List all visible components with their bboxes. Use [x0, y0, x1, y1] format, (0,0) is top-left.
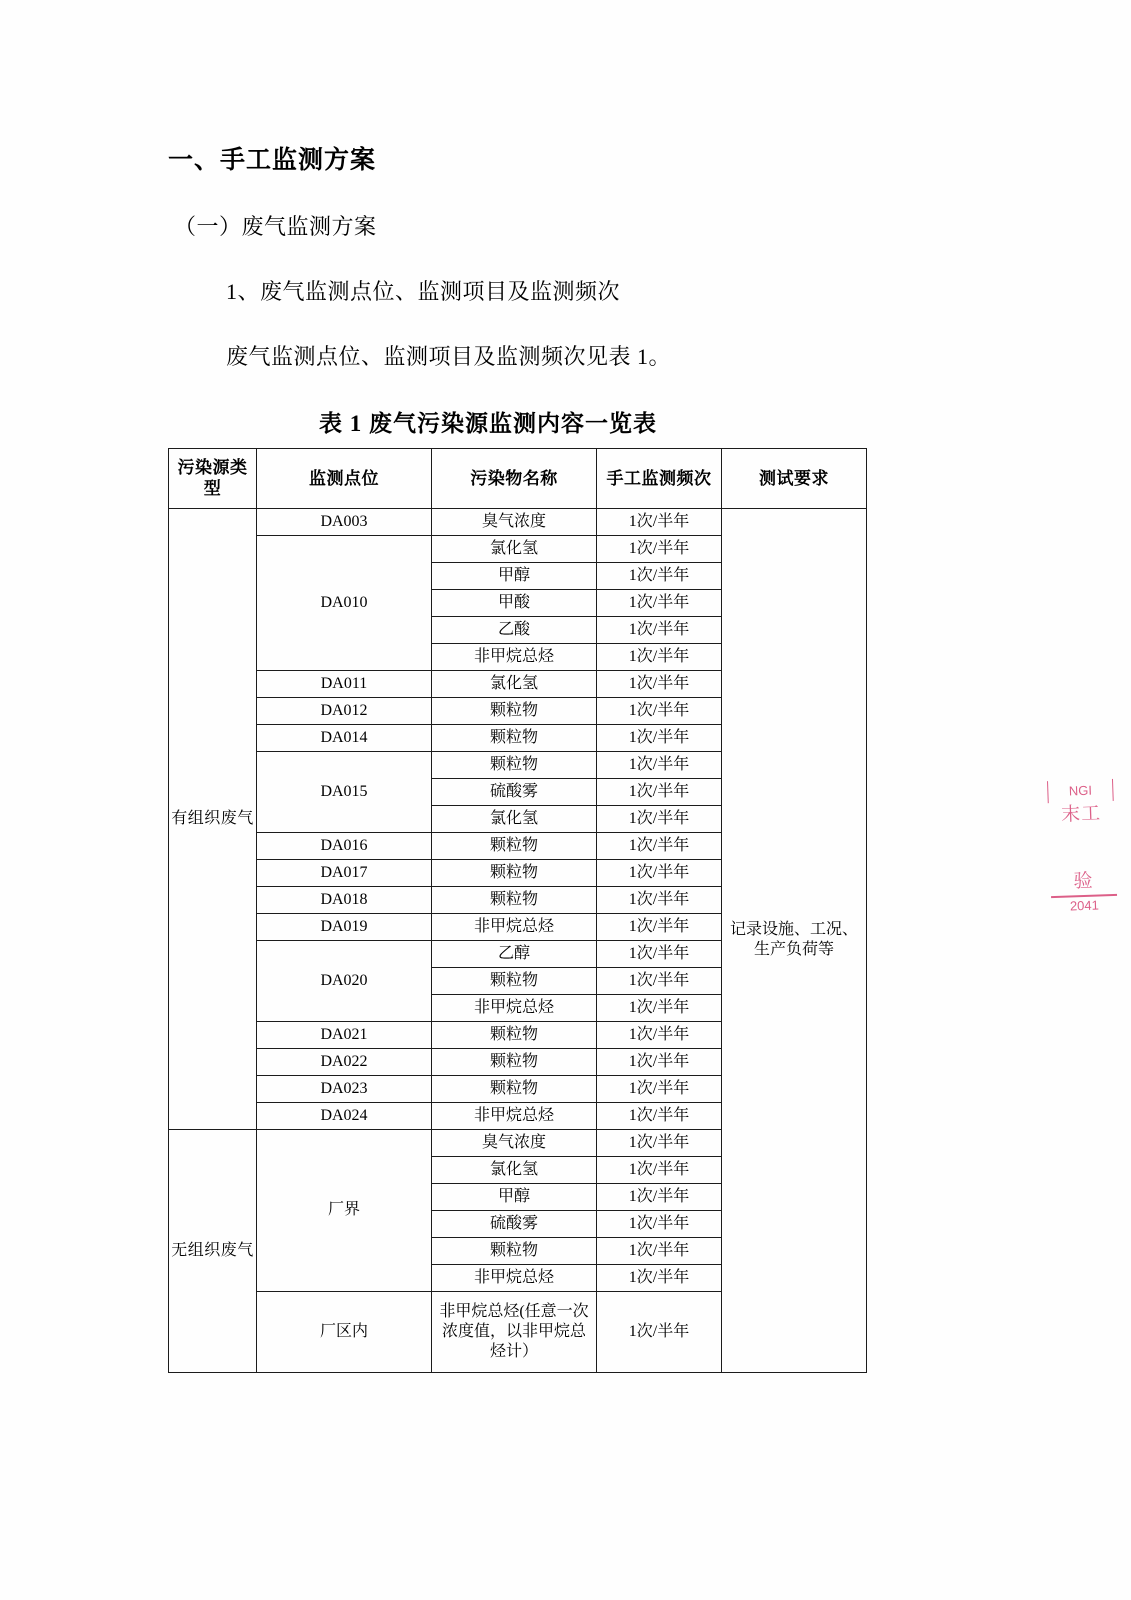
cell-pollutant: 非甲烷总烃 [432, 1264, 597, 1291]
cell-test-requirement: 记录设施、工况、生产负荷等 [722, 508, 867, 1372]
column-header-source-type: 污染源类型 [169, 449, 257, 509]
cell-frequency: 1次/半年 [597, 859, 722, 886]
cell-pollutant: 氯化氢 [432, 805, 597, 832]
cell-pollutant: 乙酸 [432, 616, 597, 643]
cell-monitoring-point: DA011 [257, 670, 432, 697]
cell-pollutant: 颗粒物 [432, 859, 597, 886]
cell-monitoring-point: DA022 [257, 1048, 432, 1075]
stamp-line-4: 2041 [1069, 897, 1100, 914]
cell-pollutant: 颗粒物 [432, 967, 597, 994]
cell-pollutant: 甲醇 [432, 562, 597, 589]
red-stamp-mark [1047, 779, 1121, 1011]
cell-frequency: 1次/半年 [597, 1021, 722, 1048]
cell-frequency: 1次/半年 [597, 805, 722, 832]
cell-pollutant: 颗粒物 [432, 886, 597, 913]
cell-monitoring-point: DA010 [257, 535, 432, 670]
cell-frequency: 1次/半年 [597, 967, 722, 994]
cell-monitoring-point: DA017 [257, 859, 432, 886]
cell-frequency: 1次/半年 [597, 1264, 722, 1291]
cell-pollutant: 乙醇 [432, 940, 597, 967]
cell-pollutant: 非甲烷总烃 [432, 913, 597, 940]
cell-pollutant: 非甲烷总烃 [432, 994, 597, 1021]
section-item-1-note: 废气监测点位、监测项目及监测频次见表 1。 [226, 344, 672, 369]
cell-frequency: 1次/半年 [597, 1075, 722, 1102]
table-caption: 表 1 废气污染源监测内容一览表 [319, 411, 657, 436]
cell-pollutant: 氯化氢 [432, 535, 597, 562]
section-item-1: 1、废气监测点位、监测项目及监测频次 [226, 279, 621, 304]
cell-frequency: 1次/半年 [597, 535, 722, 562]
cell-frequency: 1次/半年 [597, 1237, 722, 1264]
cell-monitoring-point: DA020 [257, 940, 432, 1021]
cell-monitoring-point: DA019 [257, 913, 432, 940]
cell-frequency: 1次/半年 [597, 1048, 722, 1075]
cell-frequency: 1次/半年 [597, 913, 722, 940]
cell-monitoring-point: DA012 [257, 697, 432, 724]
cell-monitoring-point: DA003 [257, 508, 432, 535]
stamp-line-3: 验 [1050, 868, 1117, 899]
cell-pollutant: 臭气浓度 [432, 1129, 597, 1156]
column-header-pollutant: 污染物名称 [432, 449, 597, 509]
cell-pollutant: 颗粒物 [432, 832, 597, 859]
cell-frequency: 1次/半年 [597, 589, 722, 616]
document-content [168, 140, 968, 1373]
cell-monitoring-point: DA018 [257, 886, 432, 913]
stamp-line-2: 末工 [1060, 803, 1102, 826]
cell-monitoring-point: DA014 [257, 724, 432, 751]
table-header [169, 449, 867, 509]
cell-pollutant: 颗粒物 [432, 697, 597, 724]
stamp-line-1: NGI [1047, 779, 1114, 803]
cell-monitoring-point: 厂区内 [257, 1291, 432, 1372]
cell-pollutant: 颗粒物 [432, 724, 597, 751]
cell-pollutant: 非甲烷总烃(任意一次浓度值，以非甲烷总烃计） [432, 1291, 597, 1372]
cell-source-type: 有组织废气 [169, 508, 257, 1129]
cell-pollutant: 甲酸 [432, 589, 597, 616]
cell-frequency: 1次/半年 [597, 1291, 722, 1372]
table-header-row [169, 449, 867, 509]
column-header-test-requirement: 测试要求 [722, 449, 867, 509]
cell-frequency: 1次/半年 [597, 1156, 722, 1183]
cell-frequency: 1次/半年 [597, 994, 722, 1021]
cell-pollutant: 颗粒物 [432, 1021, 597, 1048]
cell-source-type: 无组织废气 [169, 1129, 257, 1372]
cell-pollutant: 非甲烷总烃 [432, 1102, 597, 1129]
cell-monitoring-point: 厂界 [257, 1129, 432, 1291]
cell-monitoring-point: DA021 [257, 1021, 432, 1048]
column-header-frequency: 手工监测频次 [597, 449, 722, 509]
cell-pollutant: 颗粒物 [432, 751, 597, 778]
column-header-monitoring-point: 监测点位 [257, 449, 432, 509]
page-title: 一、手工监测方案 [168, 146, 377, 174]
cell-pollutant: 颗粒物 [432, 1075, 597, 1102]
table-row [169, 508, 867, 535]
cell-monitoring-point: DA015 [257, 751, 432, 832]
cell-frequency: 1次/半年 [597, 832, 722, 859]
cell-frequency: 1次/半年 [597, 778, 722, 805]
cell-monitoring-point: DA016 [257, 832, 432, 859]
cell-pollutant: 氯化氢 [432, 670, 597, 697]
cell-monitoring-point: DA024 [257, 1102, 432, 1129]
cell-pollutant: 颗粒物 [432, 1237, 597, 1264]
table-body [169, 508, 867, 1372]
cell-pollutant: 非甲烷总烃 [432, 643, 597, 670]
cell-frequency: 1次/半年 [597, 940, 722, 967]
cell-monitoring-point: DA023 [257, 1075, 432, 1102]
cell-pollutant: 硫酸雾 [432, 778, 597, 805]
cell-frequency: 1次/半年 [597, 1129, 722, 1156]
cell-frequency: 1次/半年 [597, 1210, 722, 1237]
cell-frequency: 1次/半年 [597, 886, 722, 913]
waste-gas-monitoring-table [168, 448, 867, 1373]
cell-frequency: 1次/半年 [597, 697, 722, 724]
cell-frequency: 1次/半年 [597, 643, 722, 670]
cell-frequency: 1次/半年 [597, 508, 722, 535]
cell-frequency: 1次/半年 [597, 1102, 722, 1129]
cell-pollutant: 颗粒物 [432, 1048, 597, 1075]
cell-frequency: 1次/半年 [597, 670, 722, 697]
cell-pollutant: 甲醇 [432, 1183, 597, 1210]
cell-frequency: 1次/半年 [597, 724, 722, 751]
cell-frequency: 1次/半年 [597, 562, 722, 589]
cell-pollutant: 臭气浓度 [432, 508, 597, 535]
cell-frequency: 1次/半年 [597, 751, 722, 778]
cell-pollutant: 氯化氢 [432, 1156, 597, 1183]
cell-pollutant: 硫酸雾 [432, 1210, 597, 1237]
cell-frequency: 1次/半年 [597, 616, 722, 643]
section-subheading: （一）废气监测方案 [174, 214, 377, 239]
cell-frequency: 1次/半年 [597, 1183, 722, 1210]
